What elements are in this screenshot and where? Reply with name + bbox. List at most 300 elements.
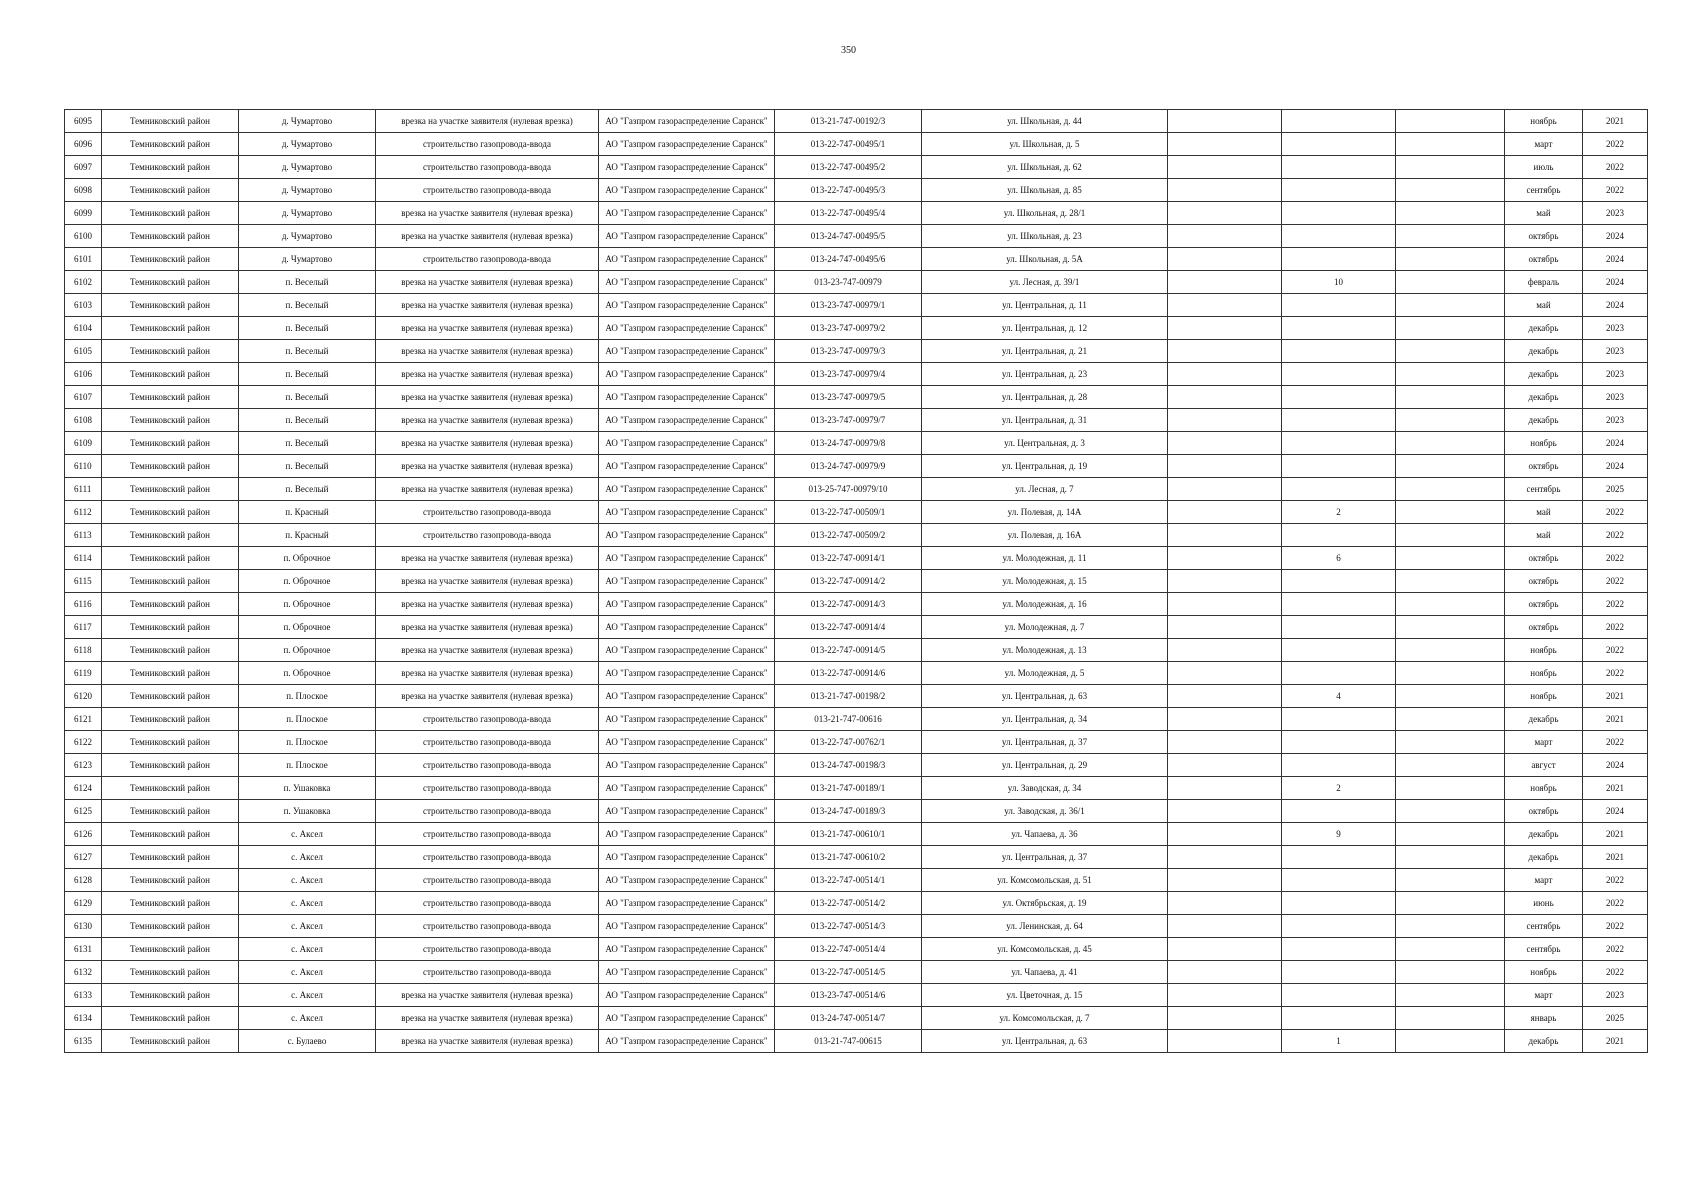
cell-work-type: врезка на участке заявителя (нулевая врезка) <box>376 363 599 386</box>
cell-empty-column-2 <box>1396 1007 1505 1030</box>
cell-empty-column-2 <box>1396 294 1505 317</box>
cell-month: март <box>1505 731 1583 754</box>
cell-empty-column-1 <box>1168 432 1282 455</box>
cell-settlement: п. Веселый <box>239 455 376 478</box>
cell-row-number: 6115 <box>65 570 102 593</box>
cell-address: ул. Молодежная, д. 16 <box>922 593 1168 616</box>
cell-application-number: 013-21-747-00616 <box>775 708 922 731</box>
cell-application-number: 013-21-747-00615 <box>775 1030 922 1053</box>
cell-empty-column-2 <box>1396 938 1505 961</box>
table-row <box>65 892 1648 915</box>
table-row <box>65 478 1648 501</box>
cell-address: ул. Ленинская, д. 64 <box>922 915 1168 938</box>
table-row <box>65 731 1648 754</box>
table-row <box>65 225 1648 248</box>
cell-organization: АО "Газпром газораспределение Саранск" <box>599 984 775 1007</box>
cell-application-number: 013-22-747-00514/1 <box>775 869 922 892</box>
table-row <box>65 570 1648 593</box>
cell-empty-column-2 <box>1396 639 1505 662</box>
cell-organization: АО "Газпром газораспределение Саранск" <box>599 731 775 754</box>
cell-empty-column-1 <box>1168 1030 1282 1053</box>
cell-application-number: 013-22-747-00495/3 <box>775 179 922 202</box>
cell-application-number: 013-23-747-00979/1 <box>775 294 922 317</box>
cell-district: Темниковский район <box>102 294 239 317</box>
cell-empty-column-1 <box>1168 179 1282 202</box>
cell-application-number: 013-22-747-00914/2 <box>775 570 922 593</box>
cell-address: ул. Чапаева, д. 36 <box>922 823 1168 846</box>
cell-empty-column-1 <box>1168 202 1282 225</box>
cell-work-type: врезка на участке заявителя (нулевая врезка) <box>376 616 599 639</box>
cell-year: 2024 <box>1583 432 1648 455</box>
cell-empty-column-2 <box>1396 432 1505 455</box>
table-row <box>65 432 1648 455</box>
cell-organization: АО "Газпром газораспределение Саранск" <box>599 938 775 961</box>
cell-address: ул. Центральная, д. 12 <box>922 317 1168 340</box>
cell-household-count <box>1282 846 1396 869</box>
cell-organization: АО "Газпром газораспределение Саранск" <box>599 248 775 271</box>
cell-work-type: врезка на участке заявителя (нулевая врезка) <box>376 386 599 409</box>
cell-organization: АО "Газпром газораспределение Саранск" <box>599 432 775 455</box>
cell-settlement: д. Чумартово <box>239 156 376 179</box>
cell-year: 2022 <box>1583 961 1648 984</box>
cell-application-number: 013-21-747-00610/1 <box>775 823 922 846</box>
cell-month: май <box>1505 294 1583 317</box>
cell-application-number: 013-22-747-00762/1 <box>775 731 922 754</box>
cell-address: ул. Полевая, д. 16А <box>922 524 1168 547</box>
cell-address: ул. Центральная, д. 23 <box>922 363 1168 386</box>
cell-empty-column-1 <box>1168 639 1282 662</box>
cell-household-count: 6 <box>1282 547 1396 570</box>
cell-row-number: 6098 <box>65 179 102 202</box>
cell-work-type: строительство газопровода-ввода <box>376 938 599 961</box>
cell-year: 2022 <box>1583 869 1648 892</box>
cell-district: Темниковский район <box>102 363 239 386</box>
cell-row-number: 6132 <box>65 961 102 984</box>
cell-month: декабрь <box>1505 317 1583 340</box>
cell-district: Темниковский район <box>102 225 239 248</box>
cell-district: Темниковский район <box>102 110 239 133</box>
cell-work-type: врезка на участке заявителя (нулевая врезка) <box>376 317 599 340</box>
cell-application-number: 013-22-747-00509/2 <box>775 524 922 547</box>
cell-row-number: 6114 <box>65 547 102 570</box>
cell-empty-column-2 <box>1396 823 1505 846</box>
page-number: 350 <box>841 45 856 56</box>
cell-district: Темниковский район <box>102 685 239 708</box>
cell-month: октябрь <box>1505 248 1583 271</box>
table-row <box>65 685 1648 708</box>
cell-district: Темниковский район <box>102 593 239 616</box>
cell-year: 2022 <box>1583 731 1648 754</box>
cell-application-number: 013-22-747-00914/1 <box>775 547 922 570</box>
cell-settlement: с. Аксел <box>239 984 376 1007</box>
cell-household-count <box>1282 915 1396 938</box>
cell-address: ул. Лесная, д. 39/1 <box>922 271 1168 294</box>
cell-month: ноябрь <box>1505 662 1583 685</box>
cell-application-number: 013-22-747-00514/5 <box>775 961 922 984</box>
cell-household-count <box>1282 984 1396 1007</box>
cell-organization: АО "Газпром газораспределение Саранск" <box>599 570 775 593</box>
cell-district: Темниковский район <box>102 133 239 156</box>
cell-empty-column-1 <box>1168 754 1282 777</box>
cell-empty-column-2 <box>1396 271 1505 294</box>
cell-month: март <box>1505 869 1583 892</box>
cell-empty-column-1 <box>1168 662 1282 685</box>
cell-district: Темниковский район <box>102 317 239 340</box>
cell-household-count: 9 <box>1282 823 1396 846</box>
cell-month: сентябрь <box>1505 938 1583 961</box>
gasification-registry-table <box>64 109 1648 1053</box>
cell-empty-column-2 <box>1396 202 1505 225</box>
cell-household-count <box>1282 800 1396 823</box>
cell-month: март <box>1505 984 1583 1007</box>
cell-row-number: 6130 <box>65 915 102 938</box>
cell-settlement: п. Веселый <box>239 271 376 294</box>
cell-household-count <box>1282 363 1396 386</box>
cell-settlement: п. Плоское <box>239 754 376 777</box>
cell-row-number: 6135 <box>65 1030 102 1053</box>
cell-month: май <box>1505 202 1583 225</box>
cell-district: Темниковский район <box>102 938 239 961</box>
cell-work-type: строительство газопровода-ввода <box>376 777 599 800</box>
cell-empty-column-2 <box>1396 961 1505 984</box>
cell-empty-column-2 <box>1396 708 1505 731</box>
cell-empty-column-2 <box>1396 616 1505 639</box>
cell-empty-column-1 <box>1168 685 1282 708</box>
cell-work-type: строительство газопровода-ввода <box>376 133 599 156</box>
cell-organization: АО "Газпром газораспределение Саранск" <box>599 1030 775 1053</box>
table-row <box>65 409 1648 432</box>
cell-address: ул. Заводская, д. 36/1 <box>922 800 1168 823</box>
cell-district: Темниковский район <box>102 1007 239 1030</box>
cell-household-count <box>1282 754 1396 777</box>
cell-row-number: 6106 <box>65 363 102 386</box>
cell-household-count <box>1282 616 1396 639</box>
table-row <box>65 708 1648 731</box>
cell-address: ул. Центральная, д. 37 <box>922 731 1168 754</box>
cell-district: Темниковский район <box>102 409 239 432</box>
cell-month: июль <box>1505 156 1583 179</box>
cell-empty-column-2 <box>1396 179 1505 202</box>
cell-month: декабрь <box>1505 1030 1583 1053</box>
table-row <box>65 455 1648 478</box>
cell-address: ул. Центральная, д. 37 <box>922 846 1168 869</box>
cell-district: Темниковский район <box>102 248 239 271</box>
cell-address: ул. Центральная, д. 31 <box>922 409 1168 432</box>
cell-district: Темниковский район <box>102 547 239 570</box>
cell-empty-column-2 <box>1396 501 1505 524</box>
cell-settlement: с. Булаево <box>239 1030 376 1053</box>
cell-empty-column-2 <box>1396 340 1505 363</box>
cell-household-count: 10 <box>1282 271 1396 294</box>
cell-empty-column-2 <box>1396 547 1505 570</box>
cell-year: 2022 <box>1583 616 1648 639</box>
cell-household-count <box>1282 524 1396 547</box>
cell-month: октябрь <box>1505 225 1583 248</box>
cell-work-type: строительство газопровода-ввода <box>376 800 599 823</box>
cell-district: Темниковский район <box>102 501 239 524</box>
cell-work-type: врезка на участке заявителя (нулевая врезка) <box>376 340 599 363</box>
cell-address: ул. Лесная, д. 7 <box>922 478 1168 501</box>
cell-district: Темниковский район <box>102 892 239 915</box>
cell-organization: АО "Газпром газораспределение Саранск" <box>599 271 775 294</box>
cell-month: декабрь <box>1505 386 1583 409</box>
cell-year: 2024 <box>1583 225 1648 248</box>
table-row <box>65 616 1648 639</box>
cell-work-type: строительство газопровода-ввода <box>376 731 599 754</box>
cell-work-type: врезка на участке заявителя (нулевая врезка) <box>376 1030 599 1053</box>
cell-district: Темниковский район <box>102 846 239 869</box>
cell-empty-column-1 <box>1168 800 1282 823</box>
cell-organization: АО "Газпром газораспределение Саранск" <box>599 455 775 478</box>
cell-month: декабрь <box>1505 363 1583 386</box>
cell-month: май <box>1505 524 1583 547</box>
cell-month: ноябрь <box>1505 110 1583 133</box>
cell-settlement: с. Аксел <box>239 1007 376 1030</box>
cell-address: ул. Школьная, д. 5 <box>922 133 1168 156</box>
table-row <box>65 133 1648 156</box>
cell-settlement: д. Чумартово <box>239 133 376 156</box>
cell-month: сентябрь <box>1505 478 1583 501</box>
cell-household-count <box>1282 455 1396 478</box>
cell-settlement: с. Аксел <box>239 915 376 938</box>
table-body <box>65 110 1648 1053</box>
cell-year: 2024 <box>1583 248 1648 271</box>
cell-empty-column-2 <box>1396 455 1505 478</box>
cell-address: ул. Комсомольская, д. 51 <box>922 869 1168 892</box>
table-row <box>65 363 1648 386</box>
cell-district: Темниковский район <box>102 915 239 938</box>
cell-empty-column-2 <box>1396 409 1505 432</box>
cell-address: ул. Центральная, д. 21 <box>922 340 1168 363</box>
cell-organization: АО "Газпром газораспределение Саранск" <box>599 179 775 202</box>
cell-empty-column-1 <box>1168 455 1282 478</box>
cell-address: ул. Молодежная, д. 7 <box>922 616 1168 639</box>
cell-settlement: с. Аксел <box>239 823 376 846</box>
cell-organization: АО "Газпром газораспределение Саранск" <box>599 754 775 777</box>
cell-household-count <box>1282 386 1396 409</box>
cell-work-type: врезка на участке заявителя (нулевая врезка) <box>376 570 599 593</box>
cell-work-type: строительство газопровода-ввода <box>376 869 599 892</box>
cell-address: ул. Центральная, д. 11 <box>922 294 1168 317</box>
cell-application-number: 013-24-747-00189/3 <box>775 800 922 823</box>
cell-settlement: с. Аксел <box>239 869 376 892</box>
cell-year: 2021 <box>1583 846 1648 869</box>
cell-empty-column-2 <box>1396 731 1505 754</box>
cell-application-number: 013-24-747-00495/5 <box>775 225 922 248</box>
cell-empty-column-2 <box>1396 156 1505 179</box>
cell-year: 2024 <box>1583 271 1648 294</box>
cell-settlement: п. Оброчное <box>239 547 376 570</box>
cell-settlement: с. Аксел <box>239 961 376 984</box>
cell-organization: АО "Газпром газораспределение Саранск" <box>599 409 775 432</box>
cell-settlement: п. Веселый <box>239 386 376 409</box>
cell-row-number: 6100 <box>65 225 102 248</box>
cell-district: Темниковский район <box>102 754 239 777</box>
cell-address: ул. Чапаева, д. 41 <box>922 961 1168 984</box>
cell-work-type: строительство газопровода-ввода <box>376 156 599 179</box>
cell-organization: АО "Газпром газораспределение Саранск" <box>599 225 775 248</box>
cell-district: Темниковский район <box>102 984 239 1007</box>
cell-address: ул. Школьная, д. 44 <box>922 110 1168 133</box>
cell-district: Темниковский район <box>102 386 239 409</box>
cell-year: 2022 <box>1583 593 1648 616</box>
cell-row-number: 6105 <box>65 340 102 363</box>
cell-empty-column-2 <box>1396 524 1505 547</box>
table-row <box>65 938 1648 961</box>
cell-year: 2023 <box>1583 984 1648 1007</box>
cell-work-type: строительство газопровода-ввода <box>376 754 599 777</box>
cell-row-number: 6117 <box>65 616 102 639</box>
cell-month: октябрь <box>1505 800 1583 823</box>
cell-address: ул. Школьная, д. 5А <box>922 248 1168 271</box>
cell-empty-column-1 <box>1168 156 1282 179</box>
cell-district: Темниковский район <box>102 869 239 892</box>
cell-empty-column-1 <box>1168 961 1282 984</box>
cell-empty-column-1 <box>1168 110 1282 133</box>
cell-row-number: 6119 <box>65 662 102 685</box>
cell-work-type: строительство газопровода-ввода <box>376 915 599 938</box>
cell-household-count <box>1282 432 1396 455</box>
cell-row-number: 6133 <box>65 984 102 1007</box>
cell-application-number: 013-22-747-00914/5 <box>775 639 922 662</box>
cell-work-type: врезка на участке заявителя (нулевая врезка) <box>376 271 599 294</box>
cell-application-number: 013-22-747-00914/4 <box>775 616 922 639</box>
cell-address: ул. Центральная, д. 19 <box>922 455 1168 478</box>
cell-empty-column-2 <box>1396 386 1505 409</box>
cell-household-count: 2 <box>1282 777 1396 800</box>
cell-household-count <box>1282 225 1396 248</box>
cell-work-type: врезка на участке заявителя (нулевая врезка) <box>376 409 599 432</box>
table-row <box>65 754 1648 777</box>
cell-household-count <box>1282 662 1396 685</box>
cell-month: июнь <box>1505 892 1583 915</box>
table-row <box>65 524 1648 547</box>
cell-empty-column-2 <box>1396 984 1505 1007</box>
cell-application-number: 013-24-747-00979/9 <box>775 455 922 478</box>
cell-empty-column-1 <box>1168 731 1282 754</box>
cell-application-number: 013-22-747-00514/4 <box>775 938 922 961</box>
cell-address: ул. Цветочная, д. 15 <box>922 984 1168 1007</box>
cell-settlement: п. Веселый <box>239 363 376 386</box>
cell-settlement: п. Оброчное <box>239 639 376 662</box>
cell-work-type: строительство газопровода-ввода <box>376 501 599 524</box>
cell-year: 2021 <box>1583 1030 1648 1053</box>
cell-application-number: 013-21-747-00192/3 <box>775 110 922 133</box>
cell-work-type: строительство газопровода-ввода <box>376 708 599 731</box>
table-row <box>65 823 1648 846</box>
cell-empty-column-2 <box>1396 317 1505 340</box>
cell-empty-column-1 <box>1168 915 1282 938</box>
cell-year: 2023 <box>1583 386 1648 409</box>
cell-household-count <box>1282 478 1396 501</box>
table-row <box>65 271 1648 294</box>
cell-row-number: 6113 <box>65 524 102 547</box>
cell-organization: АО "Газпром газораспределение Саранск" <box>599 317 775 340</box>
cell-year: 2022 <box>1583 662 1648 685</box>
cell-work-type: врезка на участке заявителя (нулевая врезка) <box>376 225 599 248</box>
cell-household-count <box>1282 179 1396 202</box>
cell-empty-column-2 <box>1396 1030 1505 1053</box>
cell-month: август <box>1505 754 1583 777</box>
cell-application-number: 013-21-747-00610/2 <box>775 846 922 869</box>
cell-empty-column-2 <box>1396 570 1505 593</box>
cell-year: 2021 <box>1583 110 1648 133</box>
cell-row-number: 6096 <box>65 133 102 156</box>
cell-organization: АО "Газпром газораспределение Саранск" <box>599 202 775 225</box>
cell-application-number: 013-22-747-00495/2 <box>775 156 922 179</box>
cell-empty-column-1 <box>1168 777 1282 800</box>
cell-year: 2025 <box>1583 478 1648 501</box>
cell-work-type: строительство газопровода-ввода <box>376 179 599 202</box>
cell-application-number: 013-23-747-00979/2 <box>775 317 922 340</box>
cell-work-type: врезка на участке заявителя (нулевая врезка) <box>376 432 599 455</box>
cell-month: декабрь <box>1505 823 1583 846</box>
cell-address: ул. Центральная, д. 63 <box>922 685 1168 708</box>
cell-work-type: врезка на участке заявителя (нулевая врезка) <box>376 1007 599 1030</box>
cell-organization: АО "Газпром газораспределение Саранск" <box>599 961 775 984</box>
cell-district: Темниковский район <box>102 777 239 800</box>
cell-application-number: 013-23-747-00979/5 <box>775 386 922 409</box>
cell-month: январь <box>1505 1007 1583 1030</box>
cell-month: октябрь <box>1505 570 1583 593</box>
table-row <box>65 846 1648 869</box>
cell-organization: АО "Газпром газораспределение Саранск" <box>599 685 775 708</box>
cell-empty-column-2 <box>1396 915 1505 938</box>
cell-empty-column-1 <box>1168 616 1282 639</box>
cell-empty-column-2 <box>1396 593 1505 616</box>
cell-work-type: врезка на участке заявителя (нулевая врезка) <box>376 202 599 225</box>
cell-month: ноябрь <box>1505 961 1583 984</box>
cell-empty-column-1 <box>1168 892 1282 915</box>
cell-empty-column-1 <box>1168 938 1282 961</box>
cell-empty-column-2 <box>1396 777 1505 800</box>
cell-organization: АО "Газпром газораспределение Саранск" <box>599 800 775 823</box>
cell-month: декабрь <box>1505 846 1583 869</box>
cell-month: октябрь <box>1505 593 1583 616</box>
cell-row-number: 6110 <box>65 455 102 478</box>
cell-empty-column-1 <box>1168 524 1282 547</box>
cell-district: Темниковский район <box>102 616 239 639</box>
cell-row-number: 6134 <box>65 1007 102 1030</box>
cell-application-number: 013-22-747-00914/6 <box>775 662 922 685</box>
cell-district: Темниковский район <box>102 708 239 731</box>
cell-household-count <box>1282 570 1396 593</box>
cell-settlement: п. Плоское <box>239 708 376 731</box>
cell-year: 2022 <box>1583 938 1648 961</box>
table-row <box>65 1007 1648 1030</box>
cell-district: Темниковский район <box>102 432 239 455</box>
cell-organization: АО "Газпром газораспределение Саранск" <box>599 892 775 915</box>
cell-row-number: 6127 <box>65 846 102 869</box>
cell-month: май <box>1505 501 1583 524</box>
table-row <box>65 340 1648 363</box>
cell-address: ул. Комсомольская, д. 7 <box>922 1007 1168 1030</box>
cell-district: Темниковский район <box>102 961 239 984</box>
cell-row-number: 6118 <box>65 639 102 662</box>
cell-year: 2022 <box>1583 133 1648 156</box>
cell-year: 2023 <box>1583 317 1648 340</box>
cell-month: март <box>1505 133 1583 156</box>
cell-organization: АО "Газпром газораспределение Саранск" <box>599 363 775 386</box>
cell-address: ул. Молодежная, д. 5 <box>922 662 1168 685</box>
table-row <box>65 984 1648 1007</box>
cell-application-number: 013-24-747-00495/6 <box>775 248 922 271</box>
cell-organization: АО "Газпром газораспределение Саранск" <box>599 294 775 317</box>
cell-district: Темниковский район <box>102 1030 239 1053</box>
cell-settlement: п. Веселый <box>239 409 376 432</box>
cell-year: 2023 <box>1583 363 1648 386</box>
cell-address: ул. Центральная, д. 28 <box>922 386 1168 409</box>
